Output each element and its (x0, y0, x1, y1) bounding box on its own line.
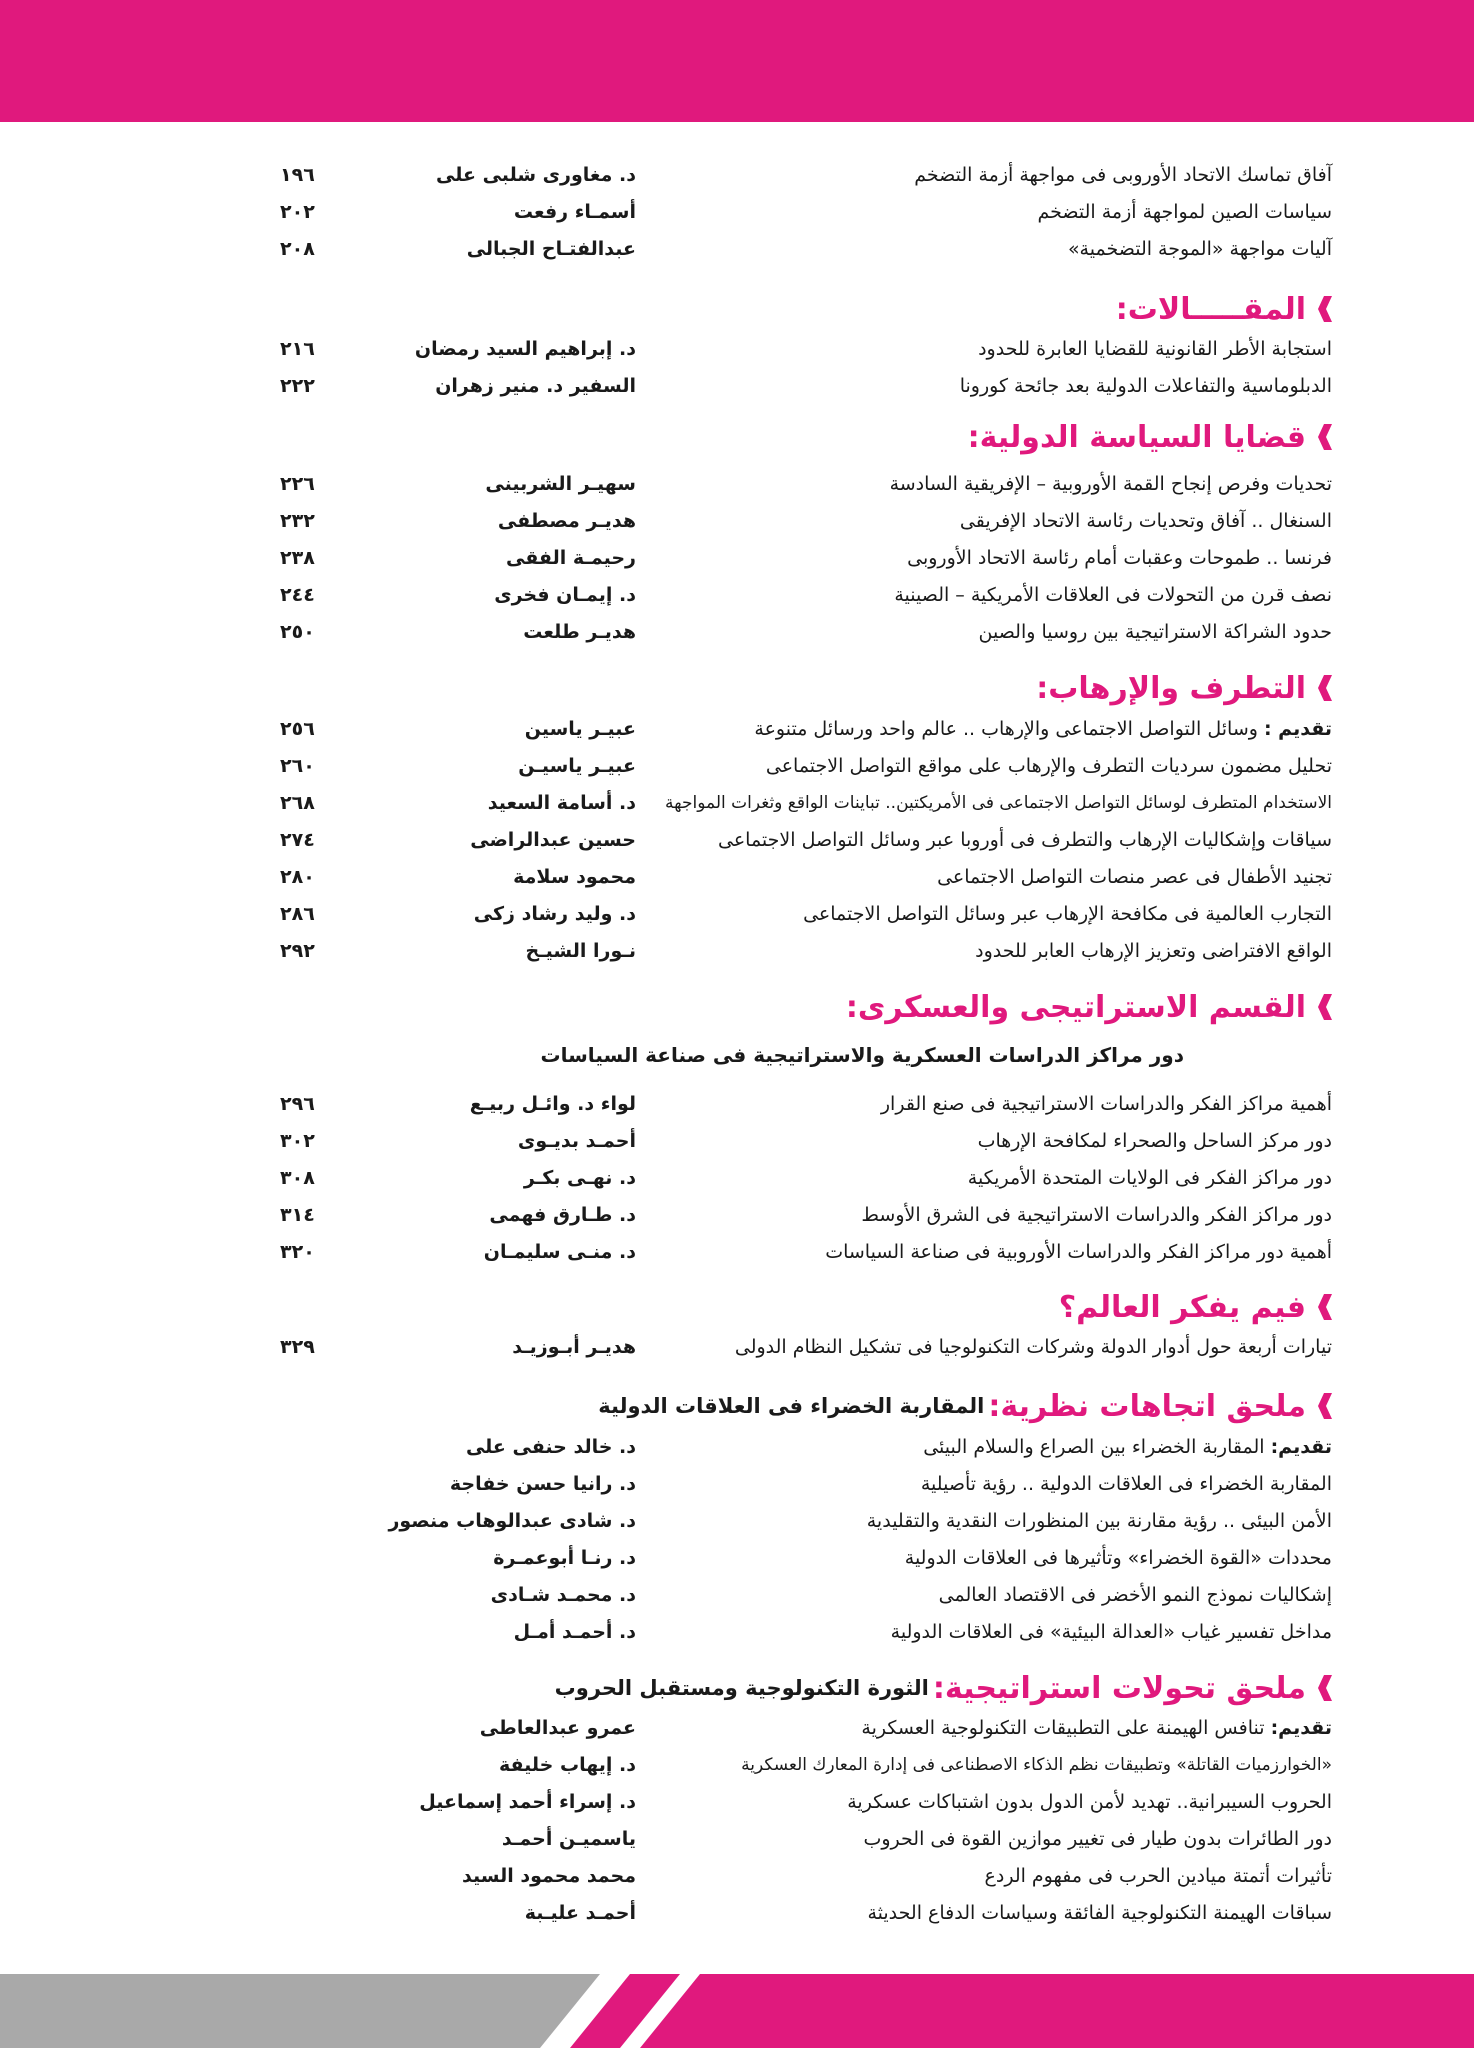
toc-author: ياسميـن أحمـد (501, 1828, 636, 1850)
toc-row[interactable] (0, 369, 1332, 403)
chevron-left-icon (1318, 1675, 1332, 1701)
toc-page: ٢٢٦ (280, 473, 315, 495)
toc-title: تقديم : وسائل التواصل الاجتماعى والإرهاب .. عالم واحد ورسائل متنوعة (754, 718, 1332, 740)
toc-title: آليات مواجهة «الموجة التضخمية» (1067, 238, 1332, 260)
toc-row[interactable] (0, 1748, 1332, 1782)
toc-title: استجابة الأطر القانونية للقضايا العابرة للحدود (978, 338, 1332, 360)
chevron-left-icon (1318, 424, 1332, 450)
magenta-band (640, 1974, 1474, 2048)
toc-row[interactable] (0, 541, 1332, 575)
toc-row[interactable] (0, 504, 1332, 538)
section-header-articles (1116, 285, 1332, 333)
toc-page: ٢٥٦ (280, 718, 315, 740)
section-subheading: دور مراكز الدراسات العسكرية والاستراتيجية فى صناعة السياسات (540, 1043, 1184, 1067)
toc-page: ٢٠٢ (280, 201, 315, 223)
toc-title: التجارب العالمية فى مكافحة الإرهاب عبر وسائل التواصل الاجتماعى (803, 903, 1332, 925)
intro-label: تقديم : (1263, 718, 1332, 740)
toc-author: عبدالفتـاح الجبالى (466, 238, 636, 260)
toc-row[interactable] (0, 332, 1332, 366)
toc-author: د. مغاورى شلبى على (436, 164, 636, 186)
toc-author: د. طـارق فهمى (489, 1204, 636, 1226)
toc-title: مداخل تفسير غياب «العدالة البيئية» فى العلاقات الدولية (890, 1621, 1332, 1643)
toc-page: ٢١٦ (280, 338, 315, 360)
toc-author: د. وليد رشاد زكى (473, 903, 636, 925)
toc-page: ٢٣٢ (280, 510, 315, 532)
toc-author: د. إيهاب خليفة (498, 1754, 636, 1776)
section-title: المقـــــالات: (1115, 291, 1306, 327)
toc-title: دور مراكز الفكر فى الولايات المتحدة الأمريكية (967, 1167, 1332, 1189)
toc-title: الاستخدام المتطرف لوسائل التواصل الاجتماعى فى الأمريكتين.. تباينات الواقع وثغرات المواجهة (665, 793, 1332, 813)
toc-row[interactable] (0, 1822, 1332, 1856)
toc-author: السفير د. منير زهران (435, 375, 636, 397)
toc-title: فرنسا .. طموحات وعقبات أمام رئاسة الاتحاد الأوروبى (907, 547, 1332, 569)
section-title: التطرف والإرهاب: (1036, 670, 1306, 706)
toc-page: ٢٥٠ (280, 621, 315, 643)
toc-title: الدبلوماسية والتفاعلات الدولية بعد جائحة كورونا (959, 375, 1332, 397)
toc-title: تقديم: تنافس الهيمنة على التطبيقات التكنولوجية العسكرية (861, 1717, 1332, 1739)
toc-author: د. شادى عبدالوهاب منصور (388, 1510, 636, 1532)
toc-title: سياقات وإشكاليات الإرهاب والتطرف فى أوروبا عبر وسائل التواصل الاجتماعى (717, 829, 1332, 851)
section-title: ملحق تحولات استراتيجية: (932, 1670, 1306, 1706)
toc-row[interactable] (0, 1467, 1332, 1501)
toc-title: الحروب السيبرانية.. تهديد لأمن الدول بدون اشتباكات عسكرية (847, 1791, 1332, 1813)
toc-row[interactable] (0, 823, 1332, 857)
toc-author: د. رانيا حسن خفاجة (449, 1473, 636, 1495)
chevron-left-icon (1318, 1294, 1332, 1320)
toc-row[interactable] (0, 1615, 1332, 1649)
toc-row[interactable] (0, 1785, 1332, 1819)
toc-author: د. إسراء أحمد إسماعيل (419, 1791, 636, 1813)
toc-author: د. إيمـان فخرى (494, 584, 636, 606)
section-header-theory-annex (598, 1382, 1332, 1430)
toc-row[interactable] (0, 1430, 1332, 1464)
toc-row[interactable] (0, 232, 1332, 266)
toc-author: عبيـر ياسين (524, 718, 636, 740)
toc-page: ٢٢٢ (280, 375, 315, 397)
toc-row[interactable] (0, 615, 1332, 649)
toc-page: ١٩٦ (280, 164, 315, 186)
toc-title: السنغال .. آفاق وتحديات رئاسة الاتحاد الإفريقى (959, 510, 1332, 532)
intro-label: تقديم: (1270, 1436, 1332, 1458)
toc-row[interactable] (0, 467, 1332, 501)
toc-title: محددات «القوة الخضراء» وتأثيرها فى العلاقات الدولية (904, 1547, 1332, 1569)
toc-row[interactable] (0, 860, 1332, 894)
toc-author: هديـر مصطفى (497, 510, 636, 532)
toc-title: تيارات أربعة حول أدوار الدولة وشركات التكنولوجيا فى تشكيل النظام الدولى (734, 1336, 1332, 1358)
section-header-intl-politics (968, 413, 1332, 461)
section-title: قضايا السياسة الدولية: (967, 419, 1306, 455)
toc-author: نـورا الشيـخ (525, 940, 636, 962)
toc-page: ٢٧٤ (280, 829, 315, 851)
toc-page: ٢٨٠ (280, 866, 315, 888)
toc-title: تأثيرات أتمتة ميادين الحرب فى مفهوم الردع (984, 1865, 1332, 1887)
section-header-strategic (846, 983, 1332, 1031)
toc-author: عبيـر ياسيـن (518, 755, 636, 777)
toc-page: ٣٢٠ (280, 1241, 315, 1263)
toc-row[interactable] (0, 1235, 1332, 1269)
toc-title: إشكاليات نموذج النمو الأخضر فى الاقتصاد العالمى (938, 1584, 1332, 1606)
toc-title: سياسات الصين لمواجهة أزمة التضخم (1037, 201, 1332, 223)
toc-title: آفاق تماسك الاتحاد الأوروبى فى مواجهة أزمة التضخم (914, 164, 1332, 186)
section-header-world-thinking (1059, 1283, 1332, 1331)
toc-author: عمرو عبدالعاطى (479, 1717, 636, 1739)
toc-title: دور الطائرات بدون طيار فى تغيير موازين القوة فى الحروب (863, 1828, 1332, 1850)
toc-row[interactable] (0, 934, 1332, 968)
toc-author: سهيـر الشربينى (485, 473, 636, 495)
toc-page: ٢٦٨ (280, 792, 315, 814)
toc-row[interactable] (0, 1087, 1332, 1121)
toc-title: نصف قرن من التحولات فى العلاقات الأمريكية – الصينية (894, 584, 1332, 606)
toc-author: د. نهـى بكـر (523, 1167, 636, 1189)
toc-row[interactable] (0, 1330, 1332, 1364)
toc-page: ٢٤٤ (280, 584, 315, 606)
toc-row[interactable] (0, 1504, 1332, 1538)
toc-page: ٢٨٦ (280, 903, 315, 925)
toc-author: حسين عبدالراضى (470, 829, 636, 851)
toc-title: تجنيد الأطفال فى عصر منصات التواصل الاجتماعى (937, 866, 1332, 888)
toc-author: رحيمـة الفقى (506, 547, 636, 569)
toc-author: لواء د. وائـل ربيـع (469, 1093, 636, 1115)
toc-author: د. رنـا أبوعمـرة (493, 1547, 636, 1569)
toc-row[interactable] (0, 786, 1332, 820)
toc-author: د. إبراهيم السيد رمضان (414, 338, 636, 360)
toc-title: دور مراكز الفكر والدراسات الاستراتيجية فى الشرق الأوسط (861, 1204, 1332, 1226)
toc-author: د. أحمـد أمـل (513, 1621, 636, 1643)
chevron-left-icon (1318, 675, 1332, 701)
toc-row[interactable] (0, 158, 1332, 192)
chevron-left-icon (1318, 1393, 1332, 1419)
toc-row[interactable] (0, 1161, 1332, 1195)
section-subtitle: المقاربة الخضراء فى العلاقات الدولية (598, 1394, 985, 1418)
toc-page: ٢٩٢ (280, 940, 315, 962)
toc-page: ٢٣٨ (280, 547, 315, 569)
section-title: ملحق اتجاهات نظرية: (988, 1388, 1306, 1424)
chevron-left-icon (1318, 296, 1332, 322)
toc-row[interactable] (0, 1198, 1332, 1232)
toc-page: ٢٩٦ (280, 1093, 315, 1115)
toc-author: د. محمـد شـادى (490, 1584, 636, 1606)
toc-row[interactable] (0, 1896, 1332, 1930)
toc-page: ٣١٤ (280, 1204, 315, 1226)
toc-author: أحمـد عليـبة (524, 1902, 636, 1924)
toc-row[interactable] (0, 578, 1332, 612)
toc-author: د. منـى سليمـان (483, 1241, 636, 1263)
toc-title: أهمية مراكز الفكر والدراسات الاستراتيجية فى صنع القرار (880, 1093, 1332, 1115)
toc-page: ٢٦٠ (280, 755, 315, 777)
toc-title: حدود الشراكة الاستراتيجية بين روسيا والصين (978, 621, 1332, 643)
toc-row[interactable] (0, 712, 1332, 746)
toc-author: هديـر أبـوزيـد (512, 1336, 636, 1358)
toc-row[interactable] (0, 1124, 1332, 1158)
section-header-extremism (1036, 664, 1332, 712)
section-header-strategic-annex (555, 1664, 1332, 1712)
toc-row[interactable] (0, 1578, 1332, 1612)
toc-author: أسمـاء رفعت (513, 201, 636, 223)
bottom-decorative-band (0, 1974, 1474, 2048)
toc-title: المقاربة الخضراء فى العلاقات الدولية .. رؤية تأصيلية (920, 1473, 1332, 1495)
toc-row[interactable] (0, 1541, 1332, 1575)
toc-author: أحمـد بديـوى (517, 1130, 636, 1152)
toc-title: الأمن البيئى .. رؤية مقارنة بين المنظورات النقدية والتقليدية (866, 1510, 1332, 1532)
toc-page: ٣٠٢ (280, 1130, 315, 1152)
chevron-left-icon (1318, 994, 1332, 1020)
toc-title: سباقات الهيمنة التكنولوجية الفائقة وسياسات الدفاع الحديثة (867, 1902, 1332, 1924)
toc-author: محمود سلامة (513, 866, 636, 888)
toc-page: ٢٠٨ (280, 238, 315, 260)
toc-row[interactable] (0, 195, 1332, 229)
toc-author: د. أسامة السعيد (487, 792, 636, 814)
intro-label: تقديم: (1270, 1717, 1332, 1739)
toc-title: تقديم: المقاربة الخضراء بين الصراع والسلام البيئى (923, 1436, 1332, 1458)
toc-row[interactable] (0, 897, 1332, 931)
toc-row[interactable] (0, 1859, 1332, 1893)
section-subtitle: الثورة التكنولوجية ومستقبل الحروب (554, 1676, 929, 1700)
toc-page: ٣٠٨ (280, 1167, 315, 1189)
toc-author: محمد محمود السيد (462, 1865, 636, 1887)
toc-title: الواقع الافتراضى وتعزيز الإرهاب العابر للحدود (975, 940, 1332, 962)
toc-row[interactable] (0, 1711, 1332, 1745)
section-title: فيم يفكر العالم؟ (1058, 1289, 1306, 1325)
gray-band (0, 1974, 600, 2048)
toc-title: دور مركز الساحل والصحراء لمكافحة الإرهاب (977, 1130, 1332, 1152)
toc-page: ٣٢٩ (280, 1336, 315, 1358)
toc-title: «الخوارزميات القاتلة» وتطبيقات نظم الذكاء الاصطناعى فى إدارة المعارك العسكرية (741, 1755, 1332, 1775)
toc-title: أهمية دور مراكز الفكر والدراسات الأوروبية فى صناعة السياسات (825, 1241, 1332, 1263)
toc-title: تحديات وفرص إنجاح القمة الأوروبية – الإفريقية السادسة (889, 473, 1332, 495)
section-title: القسم الاستراتيجى والعسكرى: (845, 989, 1306, 1025)
toc-row[interactable] (0, 749, 1332, 783)
toc-author: د. خالد حنفى على (465, 1436, 636, 1458)
toc-title: تحليل مضمون سرديات التطرف والإرهاب على مواقع التواصل الاجتماعى (765, 755, 1332, 777)
toc-author: هديـر طلعت (523, 621, 636, 643)
